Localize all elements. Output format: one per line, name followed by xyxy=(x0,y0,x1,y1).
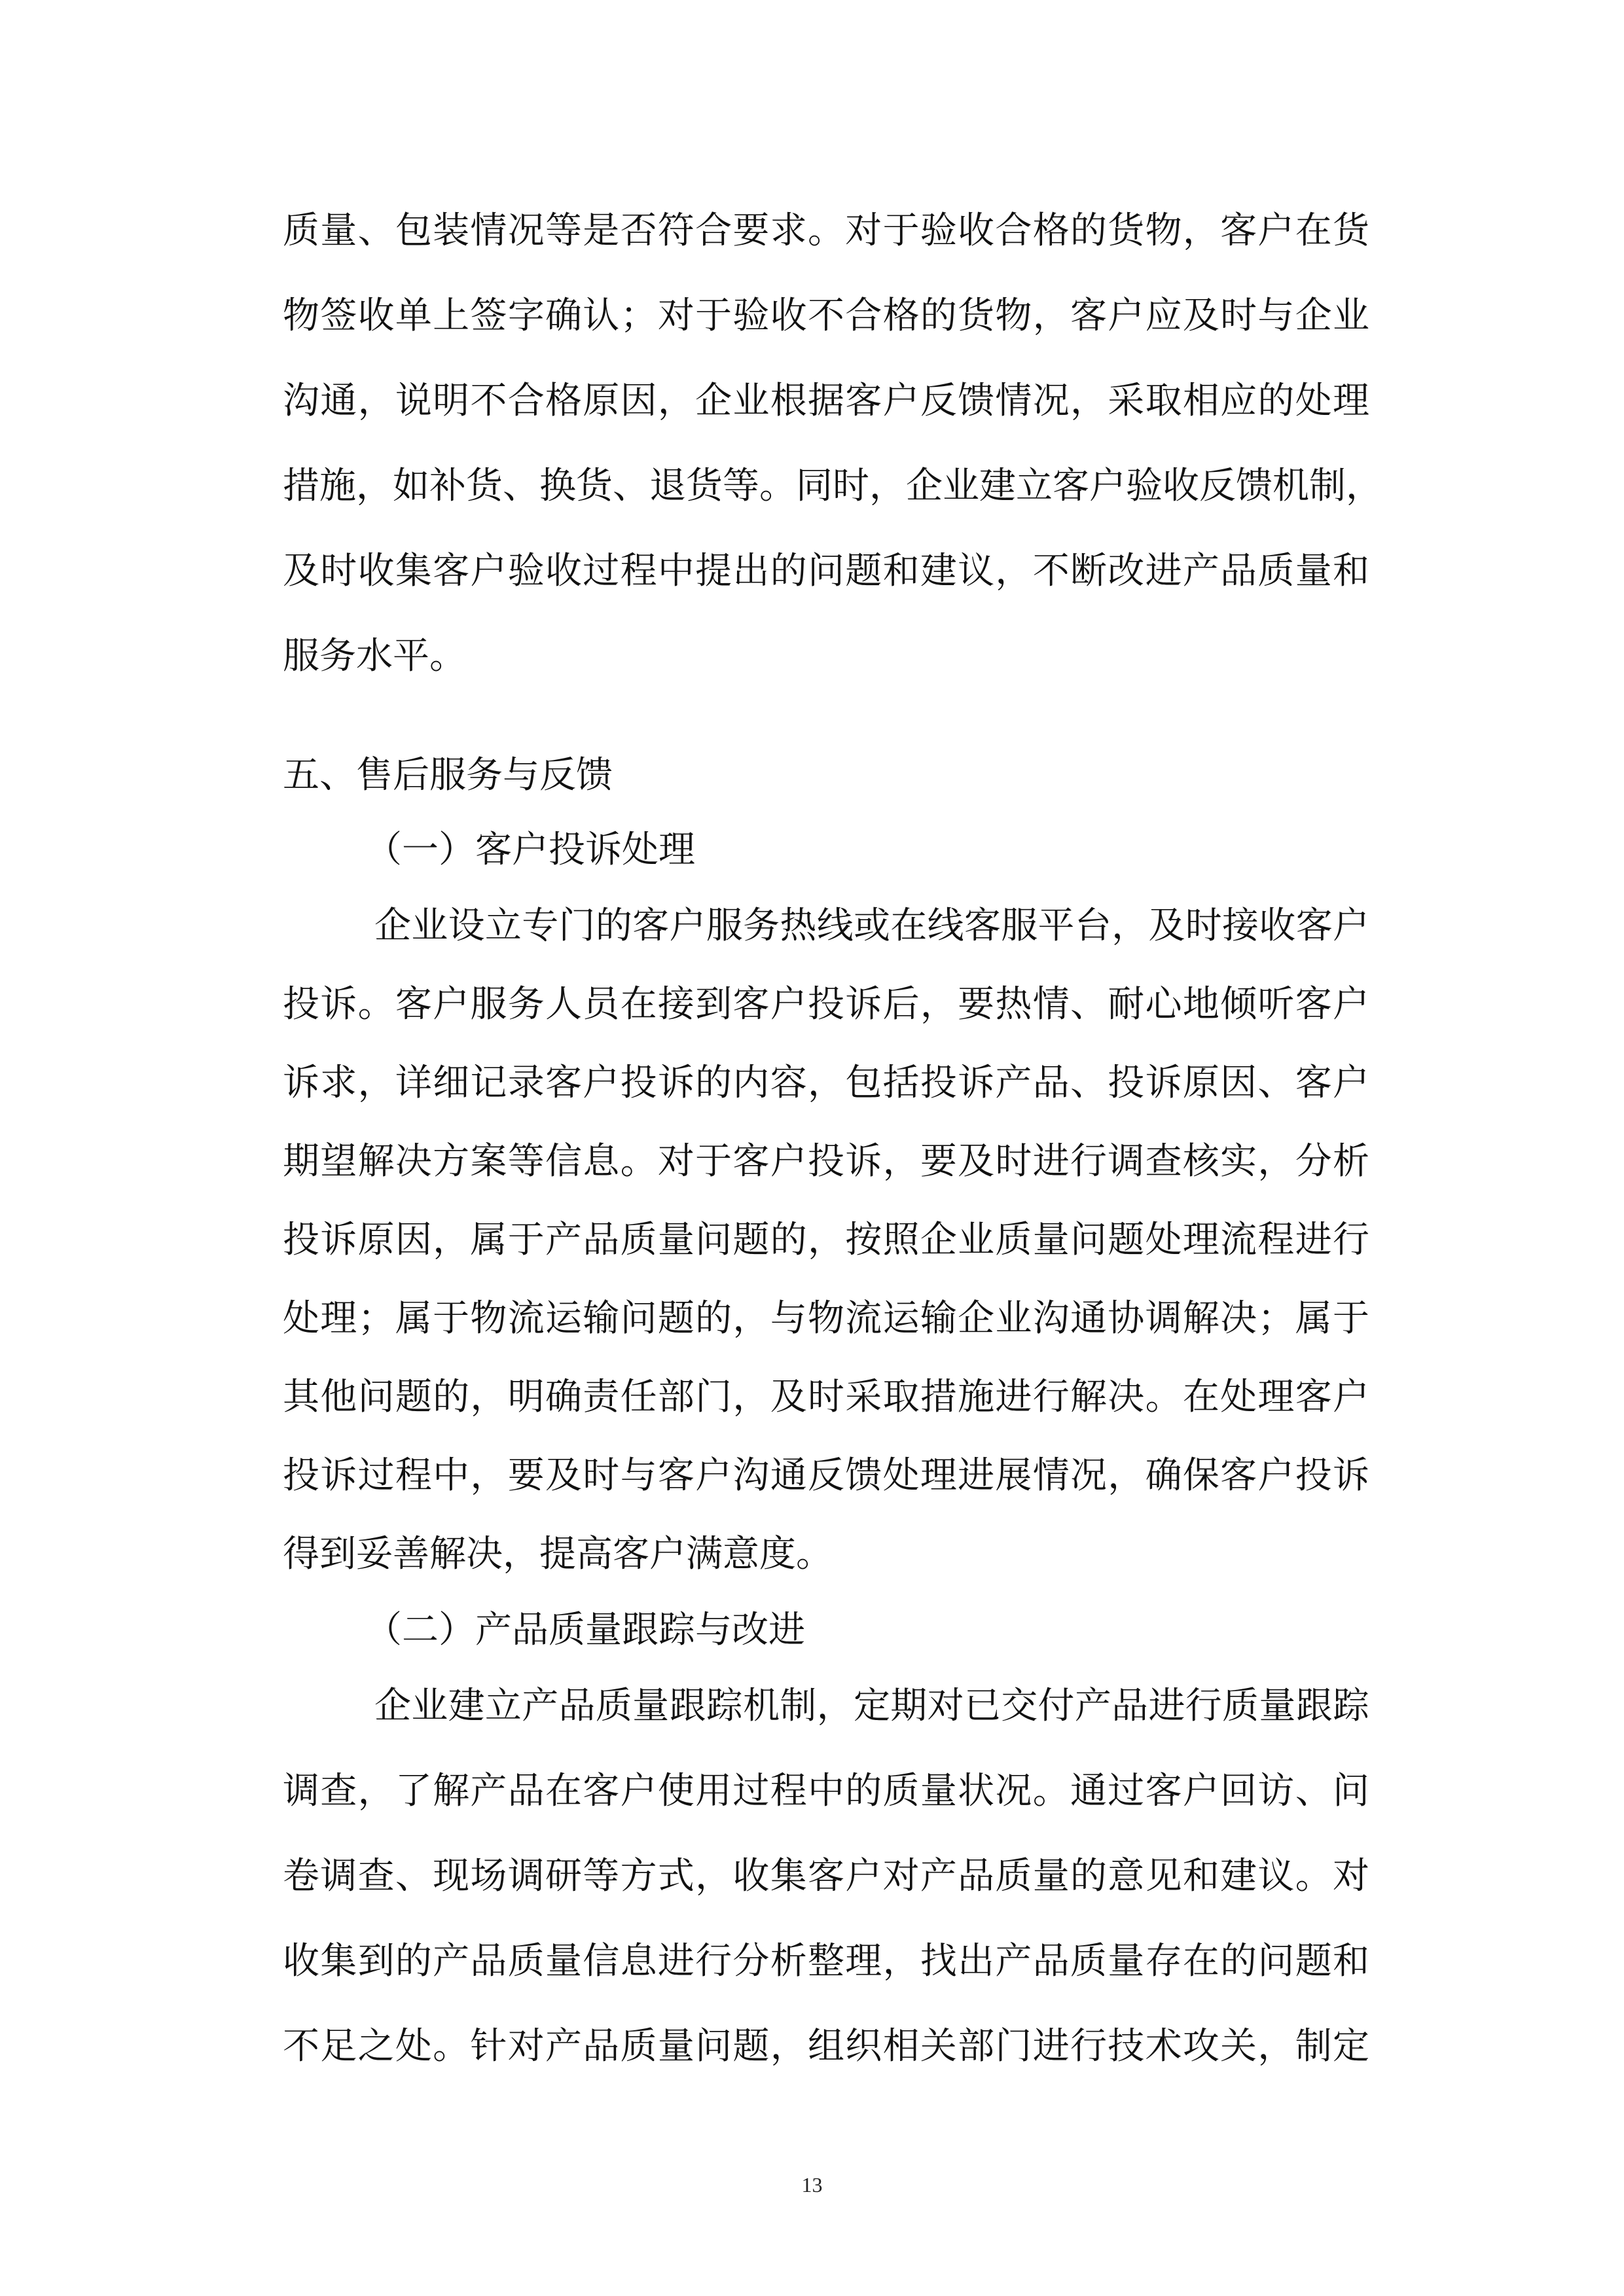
paragraph-line: 不足之处。针对产品质量问题，组织相关部门进行技术攻关，制定 xyxy=(283,2025,1369,2068)
paragraph-line: 服务水平。 xyxy=(283,635,466,677)
paragraph-line: 调查，了解产品在客户使用过程中的质量状况。通过客户回访、问 xyxy=(283,1770,1369,1812)
paragraph-line: 物签收单上签字确认；对于验收不合格的货物，客户应及时与企业 xyxy=(283,295,1369,337)
paragraph-line: 及时收集客户验收过程中提出的问题和建议，不断改进产品质量和 xyxy=(283,550,1369,592)
paragraph-line: 收集到的产品质量信息进行分析整理，找出产品质量存在的问题和 xyxy=(283,1940,1369,1982)
paragraph-line: 处理；属于物流运输问题的，与物流运输企业沟通协调解决；属于 xyxy=(283,1297,1369,1340)
paragraph-line: 投诉。客户服务人员在接到客户投诉后，要热情、耐心地倾听客户 xyxy=(283,983,1369,1026)
subsection-heading: （二）产品质量跟踪与改进 xyxy=(365,1609,805,1651)
paragraph-line: 质量、包装情况等是否符合要求。对于验收合格的货物，客户在货 xyxy=(283,209,1369,252)
subsection-heading: （一）客户投诉处理 xyxy=(365,829,695,871)
paragraph-line: 企业建立产品质量跟踪机制，定期对已交付产品进行质量跟踪 xyxy=(374,1685,1369,1727)
paragraph-line: 措施，如补货、换货、退货等。同时，企业建立客户验收反馈机制， xyxy=(283,465,1382,507)
paragraph-line: 期望解决方案等信息。对于客户投诉，要及时进行调查核实，分析 xyxy=(283,1140,1369,1183)
paragraph-line: 沟通，说明不合格原因，企业根据客户反馈情况，采取相应的处理 xyxy=(283,380,1369,422)
paragraph-line: 其他问题的，明确责任部门，及时采取措施进行解决。在处理客户 xyxy=(283,1376,1369,1418)
paragraph-line: 卷调查、现场调研等方式，收集客户对产品质量的意见和建议。对 xyxy=(283,1855,1369,1897)
paragraph-line: 得到妥善解决，提高客户满意度。 xyxy=(283,1533,833,1575)
paragraph-line: 投诉原因，属于产品质量问题的，按照企业质量问题处理流程进行 xyxy=(283,1219,1369,1261)
page-number: 13 xyxy=(801,2173,823,2197)
paragraph-line: 投诉过程中，要及时与客户沟通反馈处理进展情况，确保客户投诉 xyxy=(283,1454,1369,1497)
section-heading: 五、售后服务与反馈 xyxy=(283,754,613,797)
paragraph-line: 企业设立专门的客户服务热线或在线客服平台，及时接收客户 xyxy=(374,905,1369,947)
paragraph-line: 诉求，详细记录客户投诉的内容，包括投诉产品、投诉原因、客户 xyxy=(283,1062,1369,1104)
